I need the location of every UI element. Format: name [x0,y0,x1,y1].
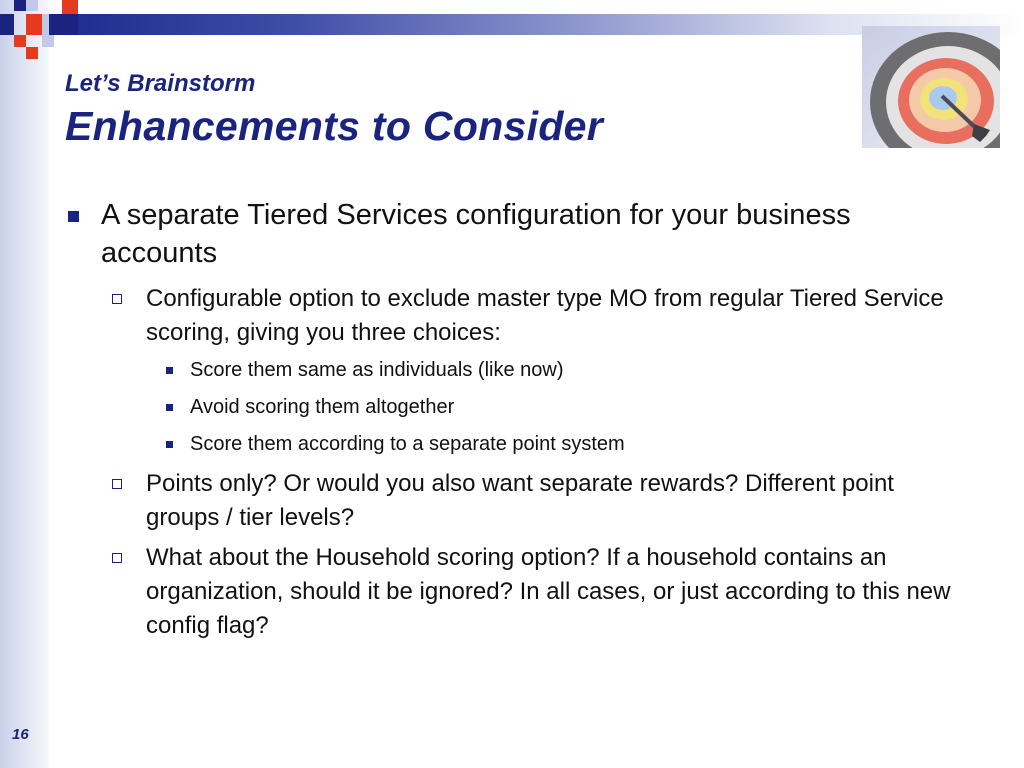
bullet-list [60,196,960,649]
bullet-text: Configurable option to exclude master type MO from regular Tiered Service scoring, giving you three choices: [146,285,944,346]
bullet-text: Avoid scoring them altogether [190,396,455,418]
hollow-square-bullet-icon [112,294,122,304]
slide-title: Enhancements to Consider [65,103,604,149]
small-square-bullet-icon [166,367,173,374]
bullet-level2 [60,282,960,350]
dartboard-target-icon [862,26,1000,148]
left-gradient-bar [0,0,49,768]
bullet-text: A separate Tiered Services configuration for your business accounts [101,199,851,269]
page-number: 16 [12,726,29,743]
hollow-square-bullet-icon [112,479,122,489]
small-square-bullet-icon [166,441,173,448]
square-bullet-icon [68,211,79,222]
bullet-level3 [60,356,960,384]
bullet-level3 [60,430,960,458]
hollow-square-bullet-icon [112,553,122,563]
bullet-level1 [60,196,960,272]
bullet-text: Points only? Or would you also want separate rewards? Different point groups / tier levels? [146,470,894,531]
bullet-level2 [60,467,960,535]
small-square-bullet-icon [166,404,173,411]
bullet-level2 [60,541,960,643]
bullet-text: What about the Household scoring option? If a household contains an organization, should it be ignored? In all cases, or just according to this new config flag? [146,544,951,639]
bullet-text: Score them same as individuals (like now) [190,359,564,381]
bullet-level3 [60,393,960,421]
slide-subtitle: Let’s Brainstorm [65,70,256,97]
bullet-text: Score them according to a separate point system [190,433,625,455]
